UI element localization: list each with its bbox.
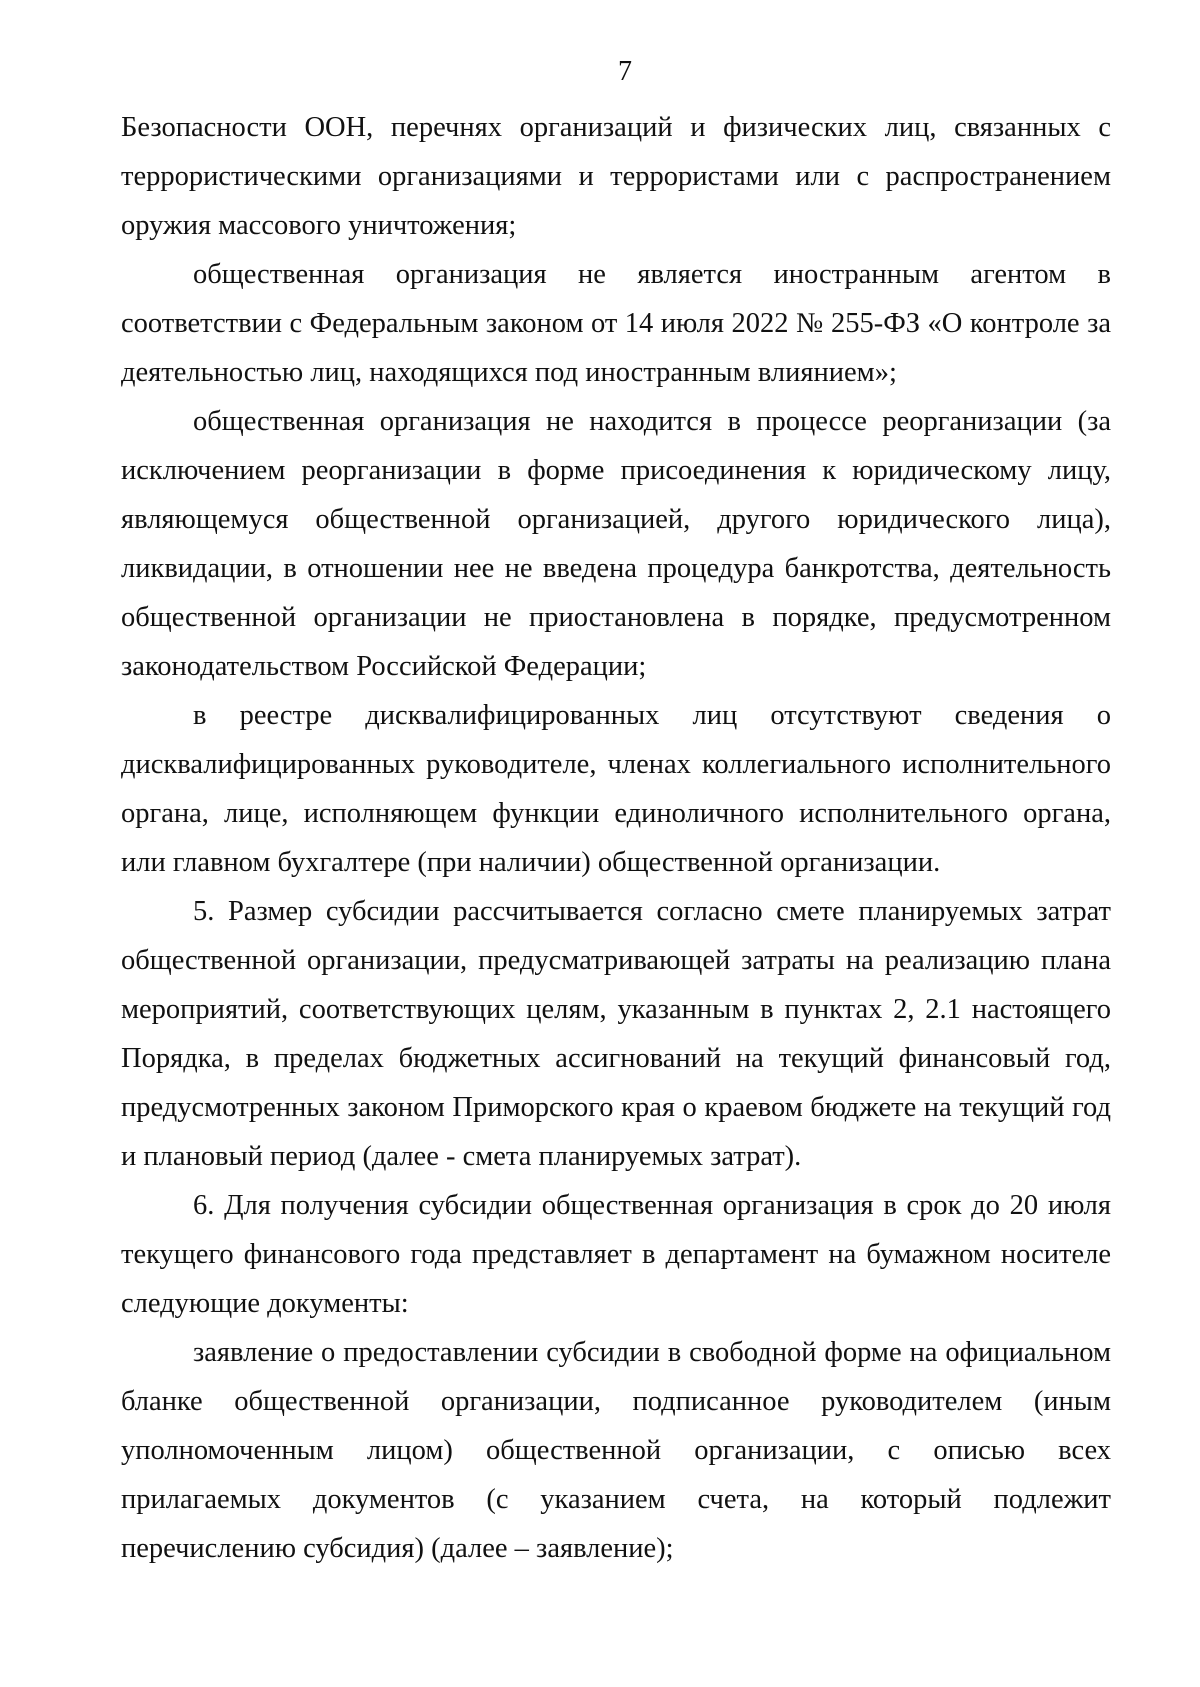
- paragraph-continuation-un-security-council: Безопасности ООН, перечнях организаций и физических лиц, связанных с террористическими организациями и террористами или с распространением оружия массового уничтожения;: [121, 112, 1111, 241]
- paragraph-6-documents-submission: 6. Для получения субсидии общественная организация в срок до 20 июля текущего финансового года представляет в департамент на бумажном носителе следующие документы:: [121, 1190, 1111, 1319]
- document-body: [121, 103, 1111, 1573]
- page-number: 7: [618, 56, 632, 87]
- paragraph-application-statement: заявление о предоставлении субсидии в свободной форме на официальном бланке общественной организации, подписанное руководителем (иным уполномоченным лицом) общественной организации, с описью всех прилагаемых документов (с указанием счета, на который подлежит перечислению субсидия) (далее – заявление);: [121, 1337, 1111, 1564]
- paragraph-not-in-reorganization: общественная организация не находится в процессе реорганизации (за исключением реорганизации в форме присоединения к юридическому лицу, являющемуся общественной организацией, другого юридического лица), ликвидации, в отношении нее не введена процедура банкротства, деятельность общественной организации не приостановлена в порядке, предусмотренном законодательством Российской Федерации;: [121, 406, 1111, 682]
- paragraph-disqualified-persons-registry: в реестре дисквалифицированных лиц отсутствуют сведения о дисквалифицированных руководителе, членах коллегиального исполнительного органа, лице, исполняющем функции единоличного исполнительного органа, или главном бухгалтере (при наличии) общественной организации.: [121, 700, 1111, 878]
- paragraph-5-subsidy-amount: 5. Размер субсидии рассчитывается согласно смете планируемых затрат общественной организации, предусматривающей затраты на реализацию плана мероприятий, соответствующих целям, указанным в пунктах 2, 2.1 настоящего Порядка, в пределах бюджетных ассигнований на текущий финансовый год, предусмотренных законом Приморского края о краевом бюджете на текущий год и плановый период (далее - смета планируемых затрат).: [121, 896, 1111, 1172]
- paragraph-not-foreign-agent: общественная организация не является иностранным агентом в соответствии с Федеральным законом от 14 июля 2022 № 255-ФЗ «О контроле за деятельностью лиц, находящихся под иностранным влиянием»;: [121, 259, 1111, 388]
